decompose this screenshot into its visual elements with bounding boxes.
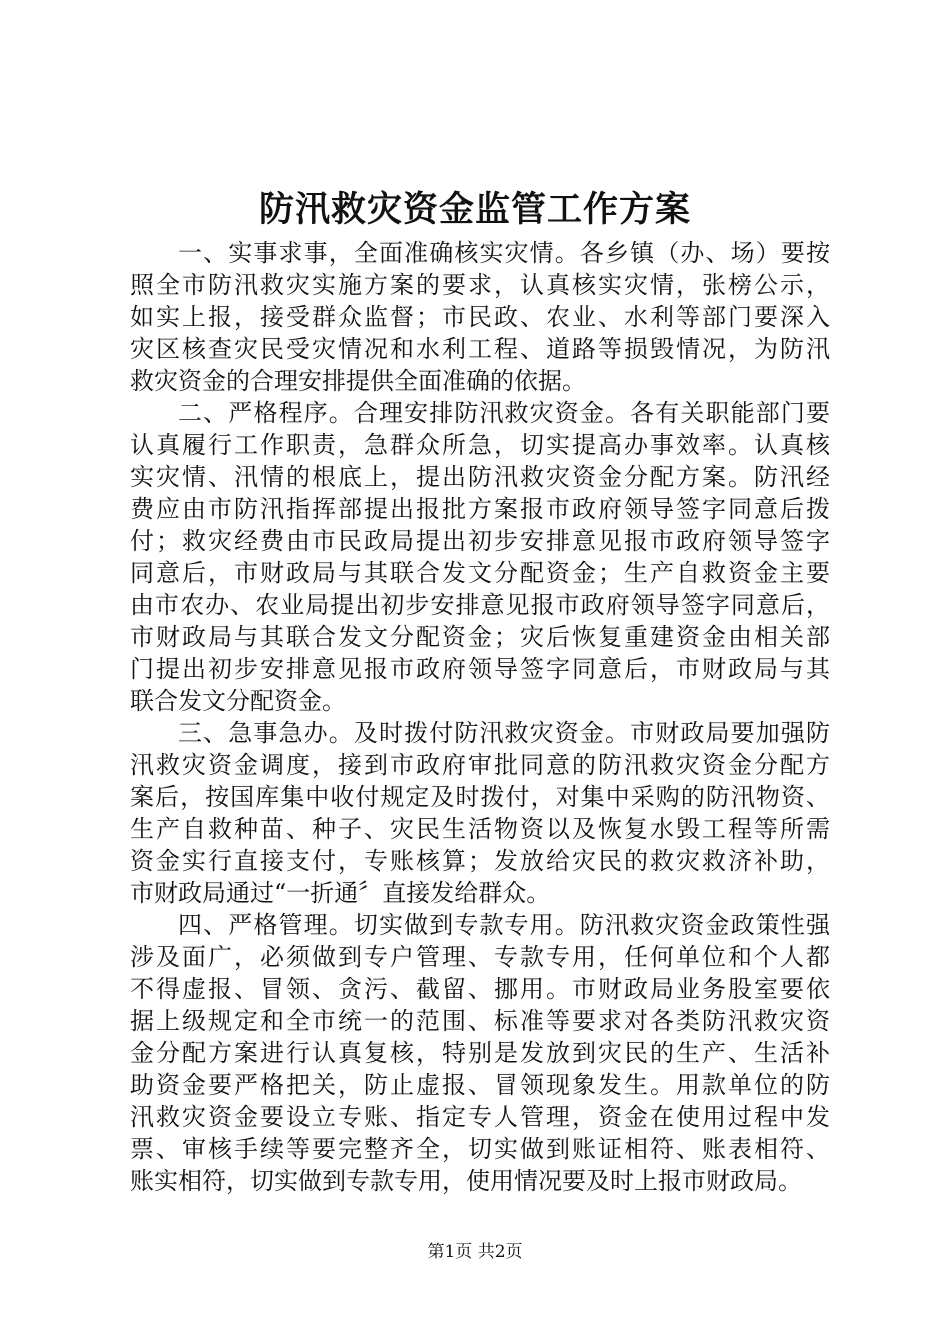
body-line: 助资金要严格把关，防止虚报、冒领现象发生。用款单位的防 bbox=[130, 1071, 830, 1099]
page-title: 防汛救灾资金监管工作方案 bbox=[258, 190, 691, 230]
body-line: 二、严格程序。合理安排防汛救灾资金。各有关职能部门要 bbox=[178, 399, 830, 427]
body-line: 认真履行工作职责，急群众所急，切实提高办事效率。认真核 bbox=[130, 431, 830, 459]
body-line: 据上级规定和全市统一的范围、标准等要求对各类防汛救灾资 bbox=[130, 1007, 830, 1035]
body-line: 实灾情、汛情的根底上，提出防汛救灾资金分配方案。防汛经 bbox=[130, 463, 830, 491]
document-body bbox=[130, 237, 830, 1197]
body-line: 照全市防汛救灾实施方案的要求，认真核实灾情，张榜公示， bbox=[130, 271, 830, 299]
body-line: 案后，按国库集中收付规定及时拨付，对集中采购的防汛物资、 bbox=[130, 783, 830, 811]
body-line: 同意后，市财政局与其联合发文分配资金；生产自救资金主要 bbox=[130, 559, 830, 587]
body-line: 一、实事求事，全面准确核实灾情。各乡镇（办、场）要按 bbox=[178, 239, 830, 267]
page-footer: 第1页 共2页 bbox=[427, 1242, 523, 1262]
body-line: 联合发文分配资金。 bbox=[130, 687, 346, 715]
body-line: 汛救灾资金要设立专账、指定专人管理，资金在使用过程中发 bbox=[130, 1103, 830, 1131]
body-line: 涉及面广，必须做到专户管理、专款专用，任何单位和个人都 bbox=[130, 943, 830, 971]
body-line: 生产自救种苗、种子、灾民生活物资以及恢复水毁工程等所需 bbox=[130, 815, 830, 843]
body-line: 四、严格管理。切实做到专款专用。防汛救灾资金政策性强 bbox=[178, 911, 830, 939]
body-line: 如实上报，接受群众监督；市民政、农业、水利等部门要深入 bbox=[130, 303, 830, 331]
body-line: 门提出初步安排意见报市政府领导签字同意后，市财政局与其 bbox=[130, 655, 830, 683]
body-line: 资金实行直接支付，专账核算；发放给灾民的救灾救济补助， bbox=[130, 847, 830, 875]
body-line: 市财政局与其联合发文分配资金；灾后恢复重建资金由相关部 bbox=[130, 623, 830, 651]
body-line: 付；救灾经费由市民政局提出初步安排意见报市政府领导签字 bbox=[130, 527, 830, 555]
body-line: 由市农办、农业局提出初步安排意见报市政府领导签字同意后， bbox=[130, 591, 830, 619]
body-line: 三、急事急办。及时拨付防汛救灾资金。市财政局要加强防 bbox=[178, 719, 830, 747]
body-line: 票、审核手续等要完整齐全，切实做到账证相符、账表相符、 bbox=[130, 1135, 830, 1163]
body-line: 账实相符，切实做到专款专用，使用情况要及时上报市财政局。 bbox=[130, 1167, 802, 1195]
body-line: 汛救灾资金调度，接到市政府审批同意的防汛救灾资金分配方 bbox=[130, 751, 830, 779]
body-line: 费应由市防汛指挥部提出报批方案报市政府领导签字同意后拨 bbox=[130, 495, 830, 523]
body-line: 不得虚报、冒领、贪污、截留、挪用。市财政局业务股室要依 bbox=[130, 975, 830, 1003]
body-line: 金分配方案进行认真复核，特别是发放到灾民的生产、生活补 bbox=[130, 1039, 830, 1067]
body-line: 救灾资金的合理安排提供全面准确的依据。 bbox=[130, 367, 586, 395]
body-line: 灾区核查灾民受灾情况和水利工程、道路等损毁情况，为防汛 bbox=[130, 335, 830, 363]
body-line: 市财政局通过“一折通〞直接发给群众。 bbox=[130, 879, 551, 907]
